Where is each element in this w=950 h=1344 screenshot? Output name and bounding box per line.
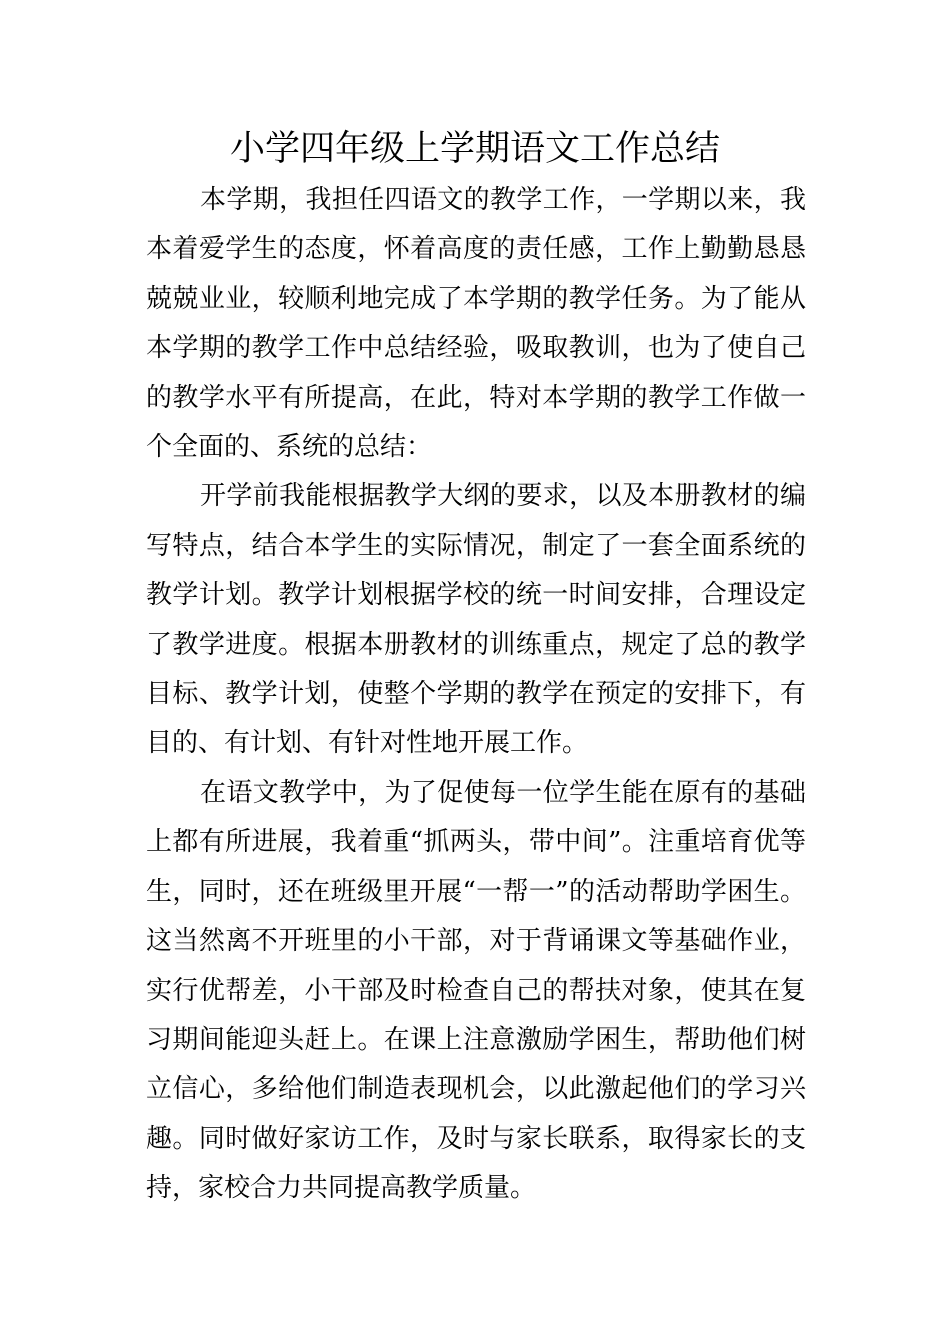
- paragraph-1: 本学期，我担任四语文的教学工作，一学期以来，我本着爱学生的态度，怀着高度的责任感，工作上勤勤恳恳兢兢业业，较顺利地完成了本学期的教学任务。为了能从本学期的教学工作中总结经验，吸取教训，也为了使自己的教学水平有所提高，在此，特对本学期的教学工作做一个全面的、系统的总结：: [146, 185, 806, 463]
- document-title: 小学四年级上学期语文工作总结: [229, 129, 720, 169]
- paragraph-3: 在语文教学中，为了促使每一位学生能在原有的基础上都有所进展，我着重“抓两头，带中间”。注重培育优等生，同时，还在班级里开展“一帮一”的活动帮助学困生。这当然离不开班里的小干部，对于背诵课文等基础作业，实行优帮差，小干部及时检查自己的帮扶对象，使其在复习期间能迎头赶上。在课上注意激励学困生，帮助他们树立信心，多给他们制造表现机会，以此激起他们的学习兴趣。同时做好家访工作，及时与家长联系，取得家长的支持，家校合力共同提高教学质量。: [146, 777, 806, 1204]
- paragraph-2: 开学前我能根据教学大纲的要求，以及本册教材的编写特点，结合本学生的实际情况，制定了一套全面系统的教学计划。教学计划根据学校的统一时间安排，合理设定了教学进度。根据本册教材的训练重点，规定了总的教学目标、教学计划，使整个学期的教学在预定的安排下，有目的、有计划、有针对性地开展工作。: [146, 481, 806, 759]
- document-body: [146, 176, 806, 1214]
